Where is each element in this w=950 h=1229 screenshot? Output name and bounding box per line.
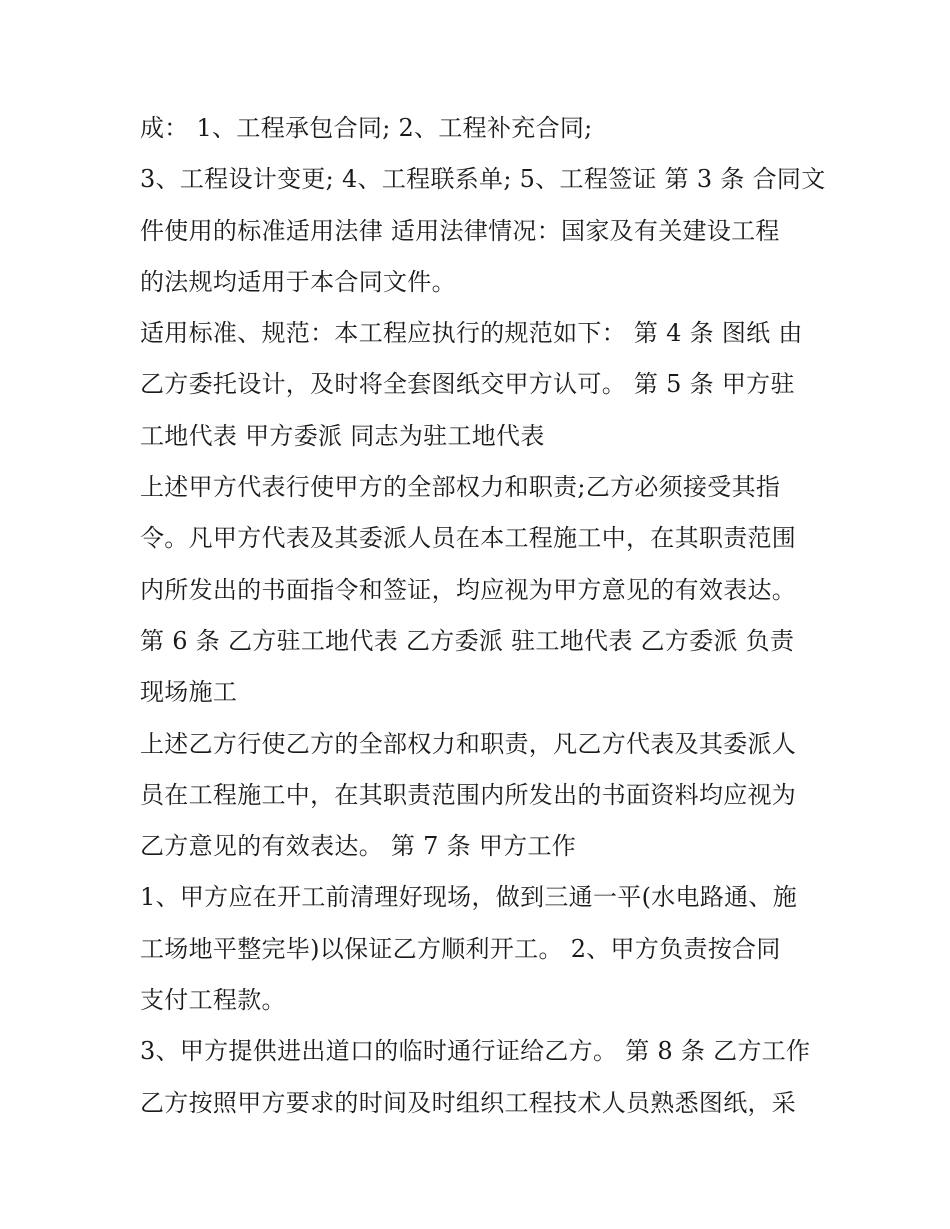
text-line: 1、甲方应在开工前清理好现场，做到三通一平(水电路通、施 xyxy=(140,883,798,912)
text-line: 适用标准、规范：本工程应执行的规范如下： 第 4 条 图纸 由 xyxy=(140,319,803,348)
text-line: 支付工程款。 xyxy=(140,986,286,1015)
text-line: 工场地平整完毕)以保证乙方顺利开工。 2、甲方负责按合同 xyxy=(140,934,781,963)
text-line: 令。凡甲方代表及其委派人员在本工程施工中，在其职责范围 xyxy=(140,524,797,553)
text-line: 乙方按照甲方要求的时间及时组织工程技术人员熟悉图纸，采 xyxy=(140,1088,797,1117)
text-line: 乙方意见的有效表达。 第 7 条 甲方工作 xyxy=(140,832,577,861)
text-line: 现场施工 xyxy=(140,678,238,707)
text-line: 员在工程施工中，在其职责范围内所发出的书面资料均应视为 xyxy=(140,780,797,809)
text-line: 内所发出的书面指令和签证，均应视为甲方意见的有效表达。 xyxy=(140,575,797,604)
text-line: 乙方委托设计，及时将全套图纸交甲方认可。 第 5 条 甲方驻 xyxy=(140,370,795,399)
text-line: 第 6 条 乙方驻工地代表 乙方委派 驻工地代表 乙方委派 负责 xyxy=(140,626,795,655)
contract-text-body xyxy=(140,103,826,1129)
text-line: 3、甲方提供进出道口的临时通行证给乙方。 第 8 条 乙方工作 xyxy=(140,1037,811,1066)
text-line: 工地代表 甲方委派 同志为驻工地代表 xyxy=(140,421,545,450)
text-line: 的法规均适用于本合同文件。 xyxy=(140,267,456,296)
text-line: 成： 1、工程承包合同; 2、工程补充合同; xyxy=(140,114,593,142)
text-line: 3、工程设计变更; 4、工程联系单; 5、工程签证 第 3 条 合同文 xyxy=(140,165,826,194)
text-line: 上述乙方行使乙方的全部权力和职责，凡乙方代表及其委派人 xyxy=(140,729,797,758)
text-line: 上述甲方代表行使甲方的全部权力和职责;乙方必须接受其指 xyxy=(140,473,781,502)
text-line: 件使用的标准适用法律 适用法律情况：国家及有关建设工程 xyxy=(140,216,780,245)
